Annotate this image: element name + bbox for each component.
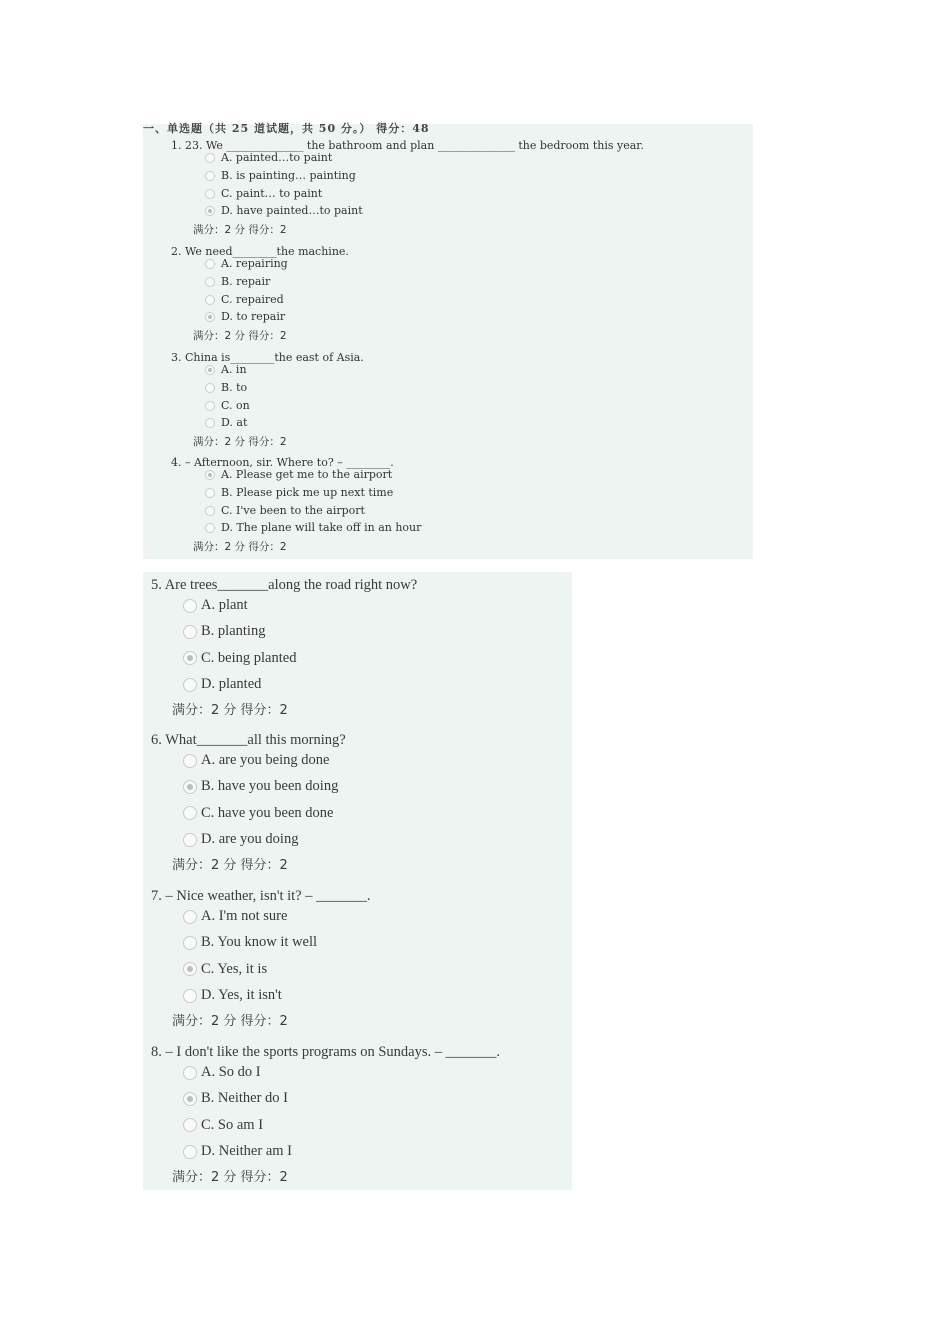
answer-option[interactable] [205,151,332,165]
radio-icon[interactable] [205,418,215,428]
answer-option[interactable] [183,1117,263,1134]
score-line: 满分：2 分 得分：2 [193,224,287,236]
quiz-panel-bottom [143,572,572,1190]
question-stem: 8. – I don't like the sports programs on Sundays. – _______. [151,1044,500,1060]
option-label: D. at [221,416,248,430]
option-label: D. are you doing [201,830,299,847]
option-label: C. Yes, it is [201,960,268,977]
option-label: C. So am I [201,1116,264,1133]
radio-icon[interactable] [205,171,215,181]
answer-option[interactable] [183,1090,288,1107]
option-label: C. being planted [201,649,297,666]
answer-option[interactable] [183,908,287,925]
answer-option[interactable] [205,257,288,271]
radio-icon[interactable] [205,383,215,393]
answer-option[interactable] [183,987,282,1004]
answer-option[interactable] [183,1064,261,1081]
answer-option[interactable] [205,468,392,482]
radio-selected-icon[interactable] [183,1092,197,1106]
radio-selected-icon[interactable] [183,962,197,976]
radio-icon[interactable] [183,989,197,1003]
quiz-panel-top [143,124,753,559]
answer-option[interactable] [205,275,270,289]
question-stem: 6. What_______all this morning? [151,732,346,748]
answer-option[interactable] [183,778,338,795]
radio-icon[interactable] [205,153,215,163]
question-stem: 1. 23. We ______________ the bathroom and plan ______________ the bedroom this year. [171,139,644,152]
radio-icon[interactable] [205,488,215,498]
option-label: C. paint… to paint [221,186,323,200]
radio-icon[interactable] [183,1066,197,1080]
radio-icon[interactable] [205,277,215,287]
score-line: 满分：2 分 得分：2 [172,1014,288,1029]
question-stem: 2. We need________the machine. [171,245,349,258]
radio-icon[interactable] [183,936,197,950]
answer-option[interactable] [183,676,261,693]
option-label: A. in [221,363,247,376]
answer-option[interactable] [205,521,421,535]
radio-icon[interactable] [205,295,215,305]
answer-option[interactable] [205,293,284,307]
answer-option[interactable] [205,169,356,183]
question-stem: 5. Are trees_______along the road right now? [151,577,418,593]
radio-selected-icon[interactable] [205,312,215,322]
answer-option[interactable] [205,486,393,500]
option-label: A. plant [201,597,248,613]
option-label: B. You know it well [201,934,318,951]
option-label: D. planted [201,675,262,692]
answer-option[interactable] [183,805,333,822]
option-label: B. have you been doing [201,778,339,795]
radio-icon[interactable] [183,599,197,613]
radio-icon[interactable] [183,754,197,768]
radio-icon[interactable] [183,1145,197,1159]
radio-icon[interactable] [183,833,197,847]
answer-option[interactable] [205,504,365,518]
answer-option[interactable] [205,416,247,430]
option-label: C. repaired [221,292,284,306]
option-label: B. Neither do I [201,1090,288,1107]
option-label: D. to repair [221,310,286,324]
radio-icon[interactable] [183,1118,197,1132]
score-line: 满分：2 分 得分：2 [193,436,287,448]
answer-option[interactable] [205,310,285,324]
answer-option[interactable] [183,597,248,614]
radio-icon[interactable] [205,189,215,199]
option-label: A. So do I [201,1064,261,1080]
radio-icon[interactable] [183,625,197,639]
option-label: B. Please pick me up next time [221,485,394,499]
radio-icon[interactable] [205,523,215,533]
option-label: A. repairing [221,257,288,270]
radio-selected-icon[interactable] [183,651,197,665]
score-line: 满分：2 分 得分：2 [172,858,288,873]
radio-selected-icon[interactable] [205,206,215,216]
option-label: B. repair [221,274,271,288]
option-label: C. I've been to the airport [221,503,365,517]
radio-selected-icon[interactable] [205,470,215,480]
option-label: B. is painting… painting [221,168,356,182]
radio-selected-icon[interactable] [205,365,215,375]
radio-selected-icon[interactable] [183,780,197,794]
radio-icon[interactable] [183,910,197,924]
answer-option[interactable] [205,381,247,395]
option-label: A. I'm not sure [201,908,288,924]
answer-option[interactable] [183,961,267,978]
option-label: B. planting [201,623,266,640]
option-label: A. Please get me to the airport [221,468,393,481]
question-stem: 4. – Afternoon, sir. Where to? – ________. [171,456,394,469]
radio-icon[interactable] [205,259,215,269]
question-stem: 3. China is________the east of Asia. [171,351,364,364]
option-label: C. on [221,398,250,412]
option-label: D. Neither am I [201,1142,292,1159]
option-label: B. to [221,380,248,394]
radio-icon[interactable] [183,678,197,692]
score-line: 满分：2 分 得分：2 [172,703,288,718]
radio-icon[interactable] [205,506,215,516]
option-label: A. are you being done [201,752,330,768]
radio-icon[interactable] [205,401,215,411]
section-title: 一、单选题（共 25 道试题，共 50 分。） 得分：48 [143,122,430,135]
score-line: 满分：2 分 得分：2 [193,541,287,553]
option-label: D. have painted…to paint [221,204,363,218]
option-label: D. The plane will take off in an hour [221,521,422,535]
answer-option[interactable] [205,399,250,413]
score-line: 满分：2 分 得分：2 [193,330,287,342]
answer-option[interactable] [183,752,329,769]
answer-option[interactable] [183,650,296,667]
question-stem: 7. – Nice weather, isn't it? – _______. [151,888,371,904]
answer-option[interactable] [205,187,322,201]
radio-icon[interactable] [183,806,197,820]
score-line: 满分：2 分 得分：2 [172,1170,288,1185]
answer-option[interactable] [205,204,363,218]
option-label: C. have you been done [201,804,334,821]
option-label: A. painted…to paint [221,151,333,164]
answer-option[interactable] [183,934,317,951]
answer-option[interactable] [183,1143,292,1160]
answer-option[interactable] [205,363,247,377]
answer-option[interactable] [183,831,298,848]
option-label: D. Yes, it isn't [201,986,282,1003]
answer-option[interactable] [183,623,265,640]
